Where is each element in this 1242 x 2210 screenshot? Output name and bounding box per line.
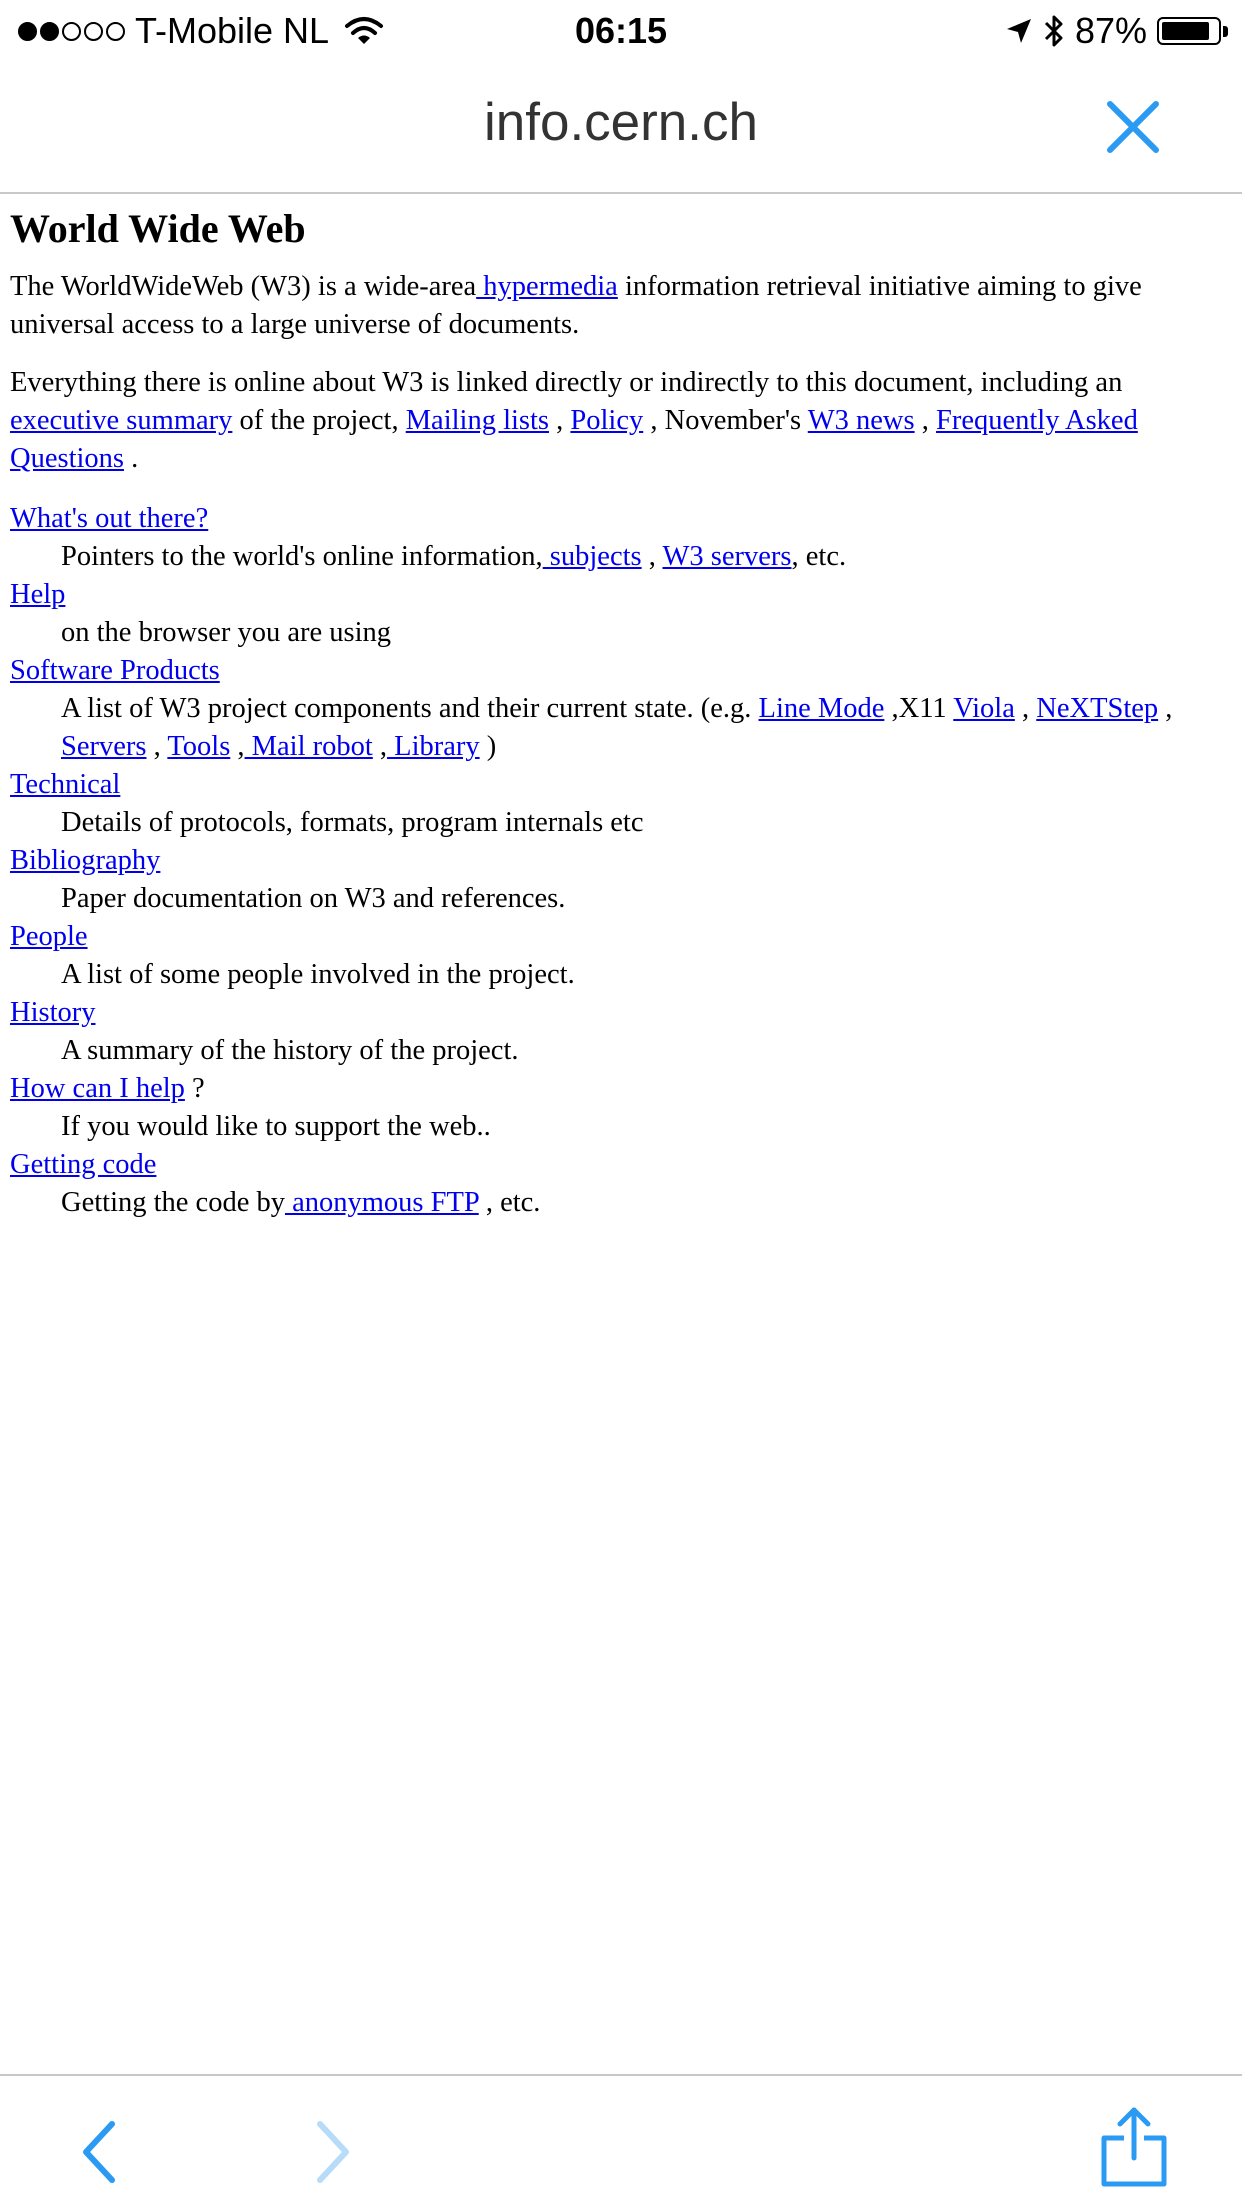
status-bar xyxy=(0,0,1242,62)
list-item-description: on the browser you are using xyxy=(61,617,392,648)
description-text: , xyxy=(1014,693,1037,724)
list-item-description xyxy=(61,538,1228,576)
list-item-description: A summary of the history of the project. xyxy=(61,1035,519,1066)
link-policy[interactable]: Policy xyxy=(570,405,644,436)
description-text: , xyxy=(372,731,388,762)
list-item-title xyxy=(10,500,1228,538)
link-w3-servers[interactable]: W3 servers xyxy=(662,541,792,572)
description-text: , etc. xyxy=(791,541,847,572)
list-item-title xyxy=(10,576,1228,614)
paragraph-text: , xyxy=(914,405,936,436)
description-text: , etc. xyxy=(478,1187,541,1218)
list-item-title xyxy=(10,994,1228,1032)
page-heading: World Wide Web xyxy=(10,206,306,251)
chevron-left-icon[interactable] xyxy=(66,2116,138,2188)
location-arrow-icon xyxy=(1005,17,1033,45)
status-right xyxy=(1005,10,1228,52)
link-subjects[interactable]: subjects xyxy=(542,541,642,572)
paragraph-text: , November's xyxy=(643,405,808,436)
link-bibliography[interactable]: Bibliography xyxy=(10,845,161,876)
nav-bar xyxy=(0,62,1242,194)
list-item-title xyxy=(10,766,1228,804)
link-anonymous-ftp[interactable]: anonymous FTP xyxy=(284,1187,479,1218)
web-page-content xyxy=(10,200,1228,1222)
link-how-can-i-help[interactable]: How can I help xyxy=(10,1073,185,1104)
battery-level-fill xyxy=(1162,22,1209,40)
list-item-description xyxy=(61,1184,1228,1222)
title-suffix: ? xyxy=(184,1073,205,1104)
description-text: ,X11 xyxy=(884,693,954,724)
link-library[interactable]: Library xyxy=(387,731,480,762)
carrier-name: T-Mobile NL xyxy=(135,10,330,51)
link-getting-code[interactable]: Getting code xyxy=(10,1149,157,1180)
list-item-title xyxy=(10,1070,1228,1108)
description-text: A list of W3 project components and their current state. (e.g. xyxy=(61,693,759,724)
list-item-description: If you would like to support the web.. xyxy=(61,1111,491,1142)
page-url-title: info.cern.ch xyxy=(484,93,758,152)
link-history[interactable]: History xyxy=(10,997,96,1028)
intro-text: The WorldWideWeb (W3) is a wide-area xyxy=(10,271,477,302)
list-item-title xyxy=(10,652,1228,690)
link-mailing-lists[interactable]: Mailing lists xyxy=(405,405,550,436)
list-item-description: Details of protocols, formats, program internals etc xyxy=(61,807,644,838)
list-item-description xyxy=(61,690,1228,766)
link-nextstep[interactable]: NeXTStep xyxy=(1036,693,1159,724)
paragraph-text: of the project, xyxy=(232,405,406,436)
share-icon[interactable] xyxy=(1098,2106,1170,2188)
battery-percent: 87% xyxy=(1074,10,1147,51)
link-tools[interactable]: Tools xyxy=(167,731,231,762)
list-item-title xyxy=(10,842,1228,880)
everything-paragraph xyxy=(10,364,1228,478)
paragraph-text: . xyxy=(124,443,139,474)
link-line-mode[interactable]: Line Mode xyxy=(758,693,885,724)
description-text: , xyxy=(1158,693,1173,724)
description-text: , xyxy=(146,731,168,762)
intro-text: information retrieval initiative aiming to give universal access to a large universe of documents. xyxy=(10,271,1142,340)
link-whats-out-there[interactable]: What's out there? xyxy=(10,503,209,534)
link-faq[interactable]: Frequently Asked Questions xyxy=(10,405,1138,474)
list-item-description: Paper documentation on W3 and references. xyxy=(61,883,566,914)
bottom-toolbar xyxy=(0,2074,1242,2210)
topics-list xyxy=(10,500,1228,1222)
description-text: ) xyxy=(479,731,497,762)
list-item-description: A list of some people involved in the project. xyxy=(61,959,575,990)
description-text: Getting the code by xyxy=(61,1187,285,1218)
link-technical[interactable]: Technical xyxy=(10,769,121,800)
intro-paragraph xyxy=(10,268,1228,344)
close-icon[interactable] xyxy=(1104,98,1162,156)
description-text: Pointers to the world's online information, xyxy=(61,541,543,572)
status-time: 06:15 xyxy=(574,10,668,51)
link-viola[interactable]: Viola xyxy=(953,693,1015,724)
link-hypermedia[interactable]: hypermedia xyxy=(476,271,618,302)
list-item-title xyxy=(10,1146,1228,1184)
link-servers[interactable]: Servers xyxy=(61,731,147,762)
paragraph-text: Everything there is online about W3 is linked directly or indirectly to this document, including an xyxy=(10,367,1123,398)
battery-icon xyxy=(1157,17,1228,45)
link-mail-robot[interactable]: Mail robot xyxy=(244,731,373,762)
description-text: , xyxy=(230,731,245,762)
list-item-title xyxy=(10,918,1228,956)
chevron-right-icon xyxy=(294,2116,366,2188)
paragraph-text: , xyxy=(549,405,571,436)
link-executive-summary[interactable]: executive summary xyxy=(10,405,233,436)
link-software-products[interactable]: Software Products xyxy=(10,655,220,686)
link-w3-news[interactable]: W3 news xyxy=(807,405,915,436)
link-people[interactable]: People xyxy=(10,921,88,952)
bluetooth-icon xyxy=(1043,14,1065,48)
description-text: , xyxy=(641,541,663,572)
link-help[interactable]: Help xyxy=(10,579,66,610)
